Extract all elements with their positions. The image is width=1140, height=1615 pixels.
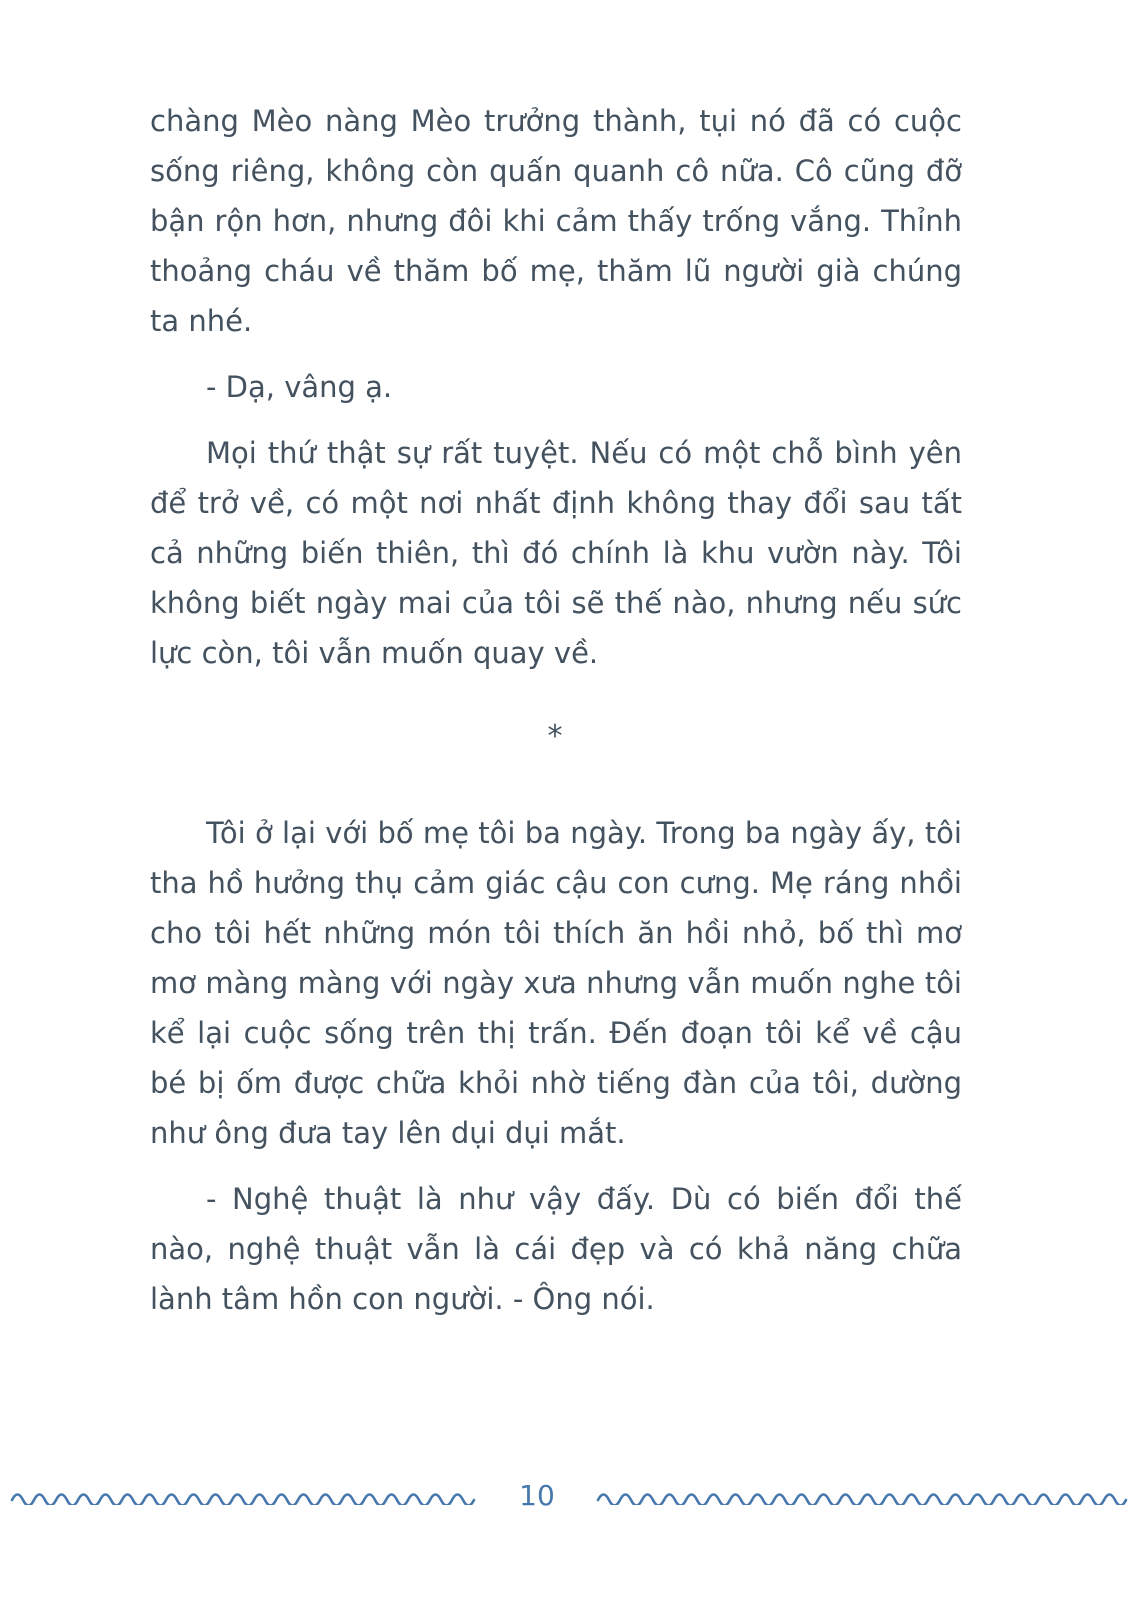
wave-left-icon (10, 1487, 478, 1505)
paragraph: Mọi thứ thật sự rất tuyệt. Nếu có một chỗ bình yên để trở về, có một nơi nhất định không thay đổi sau tất cả những biến thiên, thì đó chính là khu vườn này. Tôi không biết ngày mai của tôi sẽ thế nào, nhưng nếu sức lực còn, tôi vẫn muốn quay về. (150, 436, 962, 670)
paragraph: Tôi ở lại với bố mẹ tôi ba ngày. Trong ba ngày ấy, tôi tha hồ hưởng thụ cảm giác cậu con cưng. Mẹ ráng nhồi cho tôi hết những món tôi thích ăn hồi nhỏ, bố thì mơ mơ màng màng với ngày xưa nhưng vẫn muốn nghe tôi kể lại cuộc sống trên thị trấn. Đến đoạn tôi kể về cậu bé bị ốm được chữa khỏi nhờ tiếng đàn của tôi, dường như ông đưa tay lên dụi dụi mắt. (150, 816, 962, 1150)
wave-right-icon (596, 1487, 1130, 1505)
page-footer (0, 1478, 1140, 1514)
paragraph: - Dạ, vâng ạ. (206, 370, 393, 404)
text-content (150, 96, 962, 1340)
page-number: 10 (519, 1479, 555, 1512)
paragraph: - Nghệ thuật là như vậy đấy. Dù có biến đổi thế nào, nghệ thuật vẫn là cái đẹp và có khả năng chữa lành tâm hồn con người. - Ông nói. (150, 1182, 962, 1316)
section-separator: * (547, 719, 565, 754)
paragraph: chàng Mèo nàng Mèo trưởng thành, tụi nó đã có cuộc sống riêng, không còn quấn quanh cô nữa. Cô cũng đỡ bận rộn hơn, nhưng đôi khi cảm thấy trống vắng. Thỉnh thoảng cháu về thăm bố mẹ, thăm lũ người già chúng ta nhé. (150, 104, 962, 338)
